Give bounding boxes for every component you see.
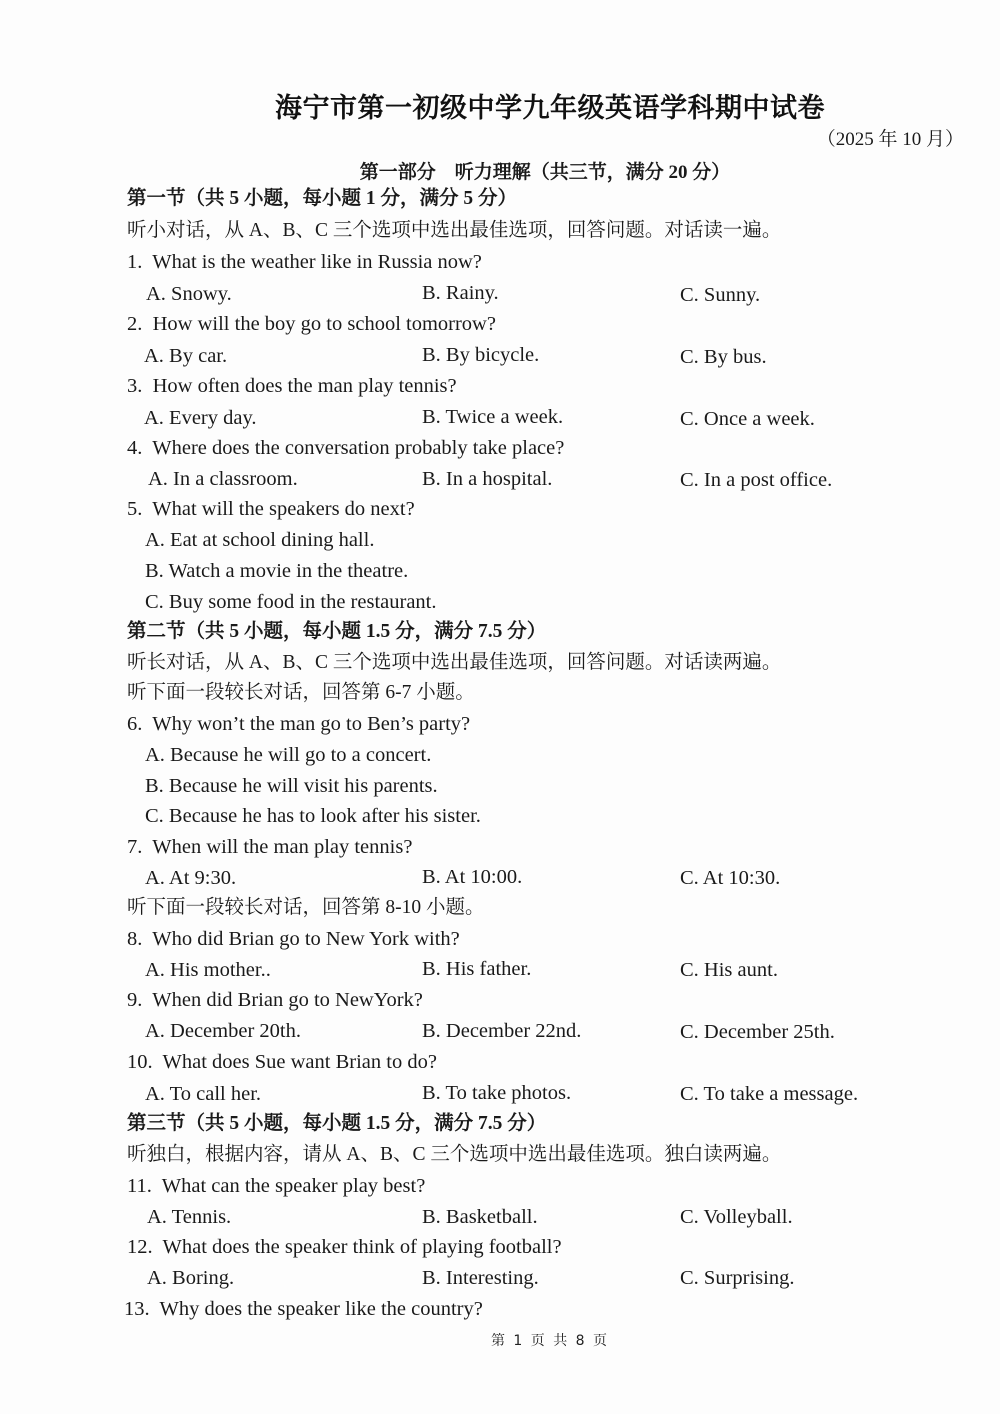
question-text: When did Brian go to NewYork? xyxy=(152,989,423,1011)
question-12-option-b: B. Interesting. xyxy=(422,1267,539,1289)
question-number: 4. xyxy=(127,437,143,459)
question-4-option-b: B. In a hospital. xyxy=(422,468,553,490)
question-12-option-c: C. Surprising. xyxy=(680,1267,795,1289)
question-number: 10. xyxy=(127,1051,153,1073)
question-text: When will the man play tennis? xyxy=(152,836,413,858)
question-5 xyxy=(127,499,415,520)
question-11 xyxy=(127,1176,425,1197)
question-5-option-c: C. Buy some food in the restaurant. xyxy=(145,591,437,613)
question-9-option-c: C. December 25th. xyxy=(680,1021,835,1043)
question-2 xyxy=(127,314,496,335)
question-number: 5. xyxy=(127,498,143,520)
question-number: 7. xyxy=(127,836,143,858)
exam-title: 海宁市第一初级中学九年级英语学科期中试卷 xyxy=(275,93,825,124)
question-10-option-c: C. To take a message. xyxy=(680,1083,859,1105)
question-text: What will the speakers do next? xyxy=(152,498,415,520)
question-6-option-b: B. Because he will visit his parents. xyxy=(145,775,438,797)
question-7-option-b: B. At 10:00. xyxy=(422,866,523,888)
question-1-option-a: A. Snowy. xyxy=(146,283,232,305)
section-3-instruction: 听独白，根据内容，请从 A、B、C 三个选项中选出最佳选项。独白读两遍。 xyxy=(127,1144,782,1165)
question-text: What is the weather like in Russia now? xyxy=(152,251,482,273)
question-number: 11. xyxy=(127,1175,152,1197)
question-4 xyxy=(127,438,564,459)
question-2-option-b: B. By bicycle. xyxy=(422,344,540,366)
section-1-heading: 第一节（共 5 小题，每小题 1 分，满分 5 分） xyxy=(127,188,518,209)
question-number: 13. xyxy=(124,1298,150,1320)
question-5-option-b: B. Watch a movie in the theatre. xyxy=(145,560,409,582)
question-number: 12. xyxy=(127,1236,153,1258)
question-text: What can the speaker play best? xyxy=(161,1175,426,1197)
question-9 xyxy=(127,990,423,1011)
question-10-option-b: B. To take photos. xyxy=(422,1082,572,1104)
question-number: 2. xyxy=(127,313,143,335)
question-4-option-c: C. In a post office. xyxy=(680,469,833,491)
question-7-option-c: C. At 10:30. xyxy=(680,867,781,889)
question-1-option-c: C. Sunny. xyxy=(680,284,761,306)
question-text: How will the boy go to school tomorrow? xyxy=(152,313,496,335)
question-6-option-a: A. Because he will go to a concert. xyxy=(145,744,432,766)
question-3 xyxy=(127,376,457,397)
question-3-option-c: C. Once a week. xyxy=(680,408,815,430)
question-8 xyxy=(127,929,460,950)
question-text: Where does the conversation probably take place? xyxy=(152,437,565,459)
question-9-option-b: B. December 22nd. xyxy=(422,1020,582,1042)
section-2-sub-instruction-2: 听下面一段较长对话，回答第 8-10 小题。 xyxy=(127,897,485,918)
part-title: 第一部分 听力理解（共三节，满分 20 分） xyxy=(359,162,731,183)
question-8-option-b: B. His father. xyxy=(422,958,532,980)
question-12-option-a: A. Boring. xyxy=(147,1267,235,1289)
question-number: 8. xyxy=(127,928,143,950)
section-2-heading: 第二节（共 5 小题，每小题 1.5 分，满分 7.5 分） xyxy=(127,621,547,642)
question-text: Why does the speaker like the country? xyxy=(159,1298,483,1320)
question-number: 3. xyxy=(127,375,143,397)
question-number: 1. xyxy=(127,251,143,273)
section-1-instruction: 听小对话，从 A、B、C 三个选项中选出最佳选项，回答问题。对话读一遍。 xyxy=(127,220,782,241)
question-text: How often does the man play tennis? xyxy=(152,375,457,397)
question-8-option-c: C. His aunt. xyxy=(680,959,778,981)
question-1 xyxy=(127,252,482,273)
question-text: What does Sue want Brian to do? xyxy=(162,1051,437,1073)
question-10-option-a: A. To call her. xyxy=(145,1083,262,1105)
question-7-option-a: A. At 9:30. xyxy=(145,867,237,889)
question-13 xyxy=(124,1299,483,1320)
question-text: What does the speaker think of playing football? xyxy=(162,1236,562,1258)
question-3-option-b: B. Twice a week. xyxy=(422,406,564,428)
question-3-option-a: A. Every day. xyxy=(144,407,257,429)
question-11-option-c: C. Volleyball. xyxy=(680,1206,793,1228)
section-2-instruction: 听长对话，从 A、B、C 三个选项中选出最佳选项，回答问题。对话读两遍。 xyxy=(127,652,782,673)
section-2-sub-instruction-1: 听下面一段较长对话，回答第 6-7 小题。 xyxy=(127,682,475,703)
page-indicator: 第 1 页 共 8 页 xyxy=(490,1333,610,1349)
question-11-option-b: B. Basketball. xyxy=(422,1206,538,1228)
question-number: 6. xyxy=(127,713,143,735)
question-2-option-a: A. By car. xyxy=(144,345,228,367)
exam-date: （2025 年 10 月） xyxy=(816,129,964,150)
question-1-option-b: B. Rainy. xyxy=(422,282,499,304)
question-7 xyxy=(127,837,412,858)
question-11-option-a: A. Tennis. xyxy=(147,1206,232,1228)
question-10 xyxy=(127,1052,437,1073)
question-2-option-c: C. By bus. xyxy=(680,346,767,368)
question-12 xyxy=(127,1237,562,1258)
section-3-heading: 第三节（共 5 小题，每小题 1.5 分，满分 7.5 分） xyxy=(127,1113,547,1134)
question-6-option-c: C. Because he has to look after his sister. xyxy=(145,805,481,827)
question-text: Why won’t the man go to Ben’s party? xyxy=(152,713,471,735)
question-number: 9. xyxy=(127,989,143,1011)
question-5-option-a: A. Eat at school dining hall. xyxy=(145,529,375,551)
question-6 xyxy=(127,714,470,735)
question-9-option-a: A. December 20th. xyxy=(145,1020,301,1042)
question-4-option-a: A. In a classroom. xyxy=(148,468,298,490)
question-text: Who did Brian go to New York with? xyxy=(152,928,460,950)
question-8-option-a: A. His mother.. xyxy=(145,959,271,981)
